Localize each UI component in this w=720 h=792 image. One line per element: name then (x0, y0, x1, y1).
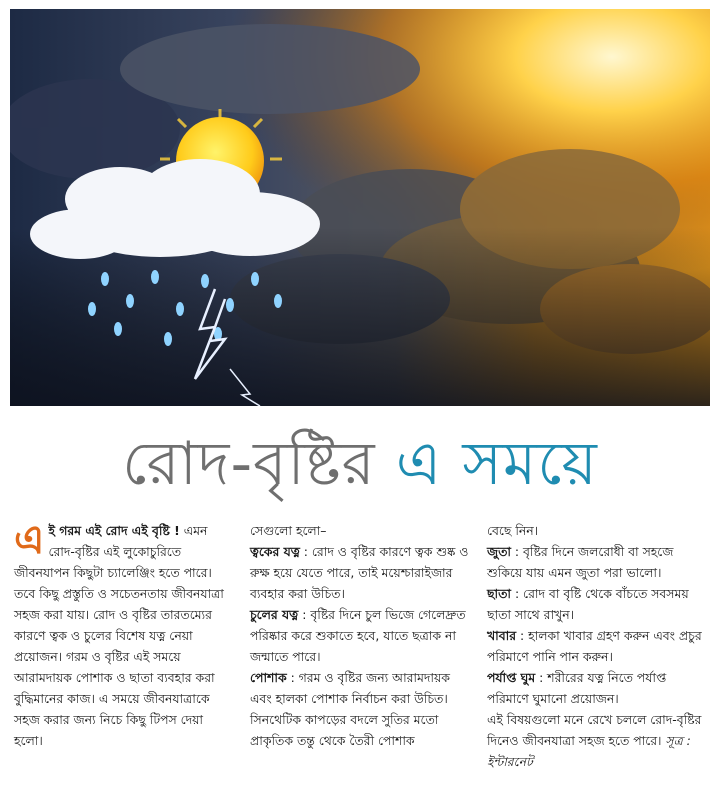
tip-sleep (487, 667, 707, 709)
column-2 (250, 520, 472, 751)
tip-text: : বৃষ্টির দিনে চুল ভিজে গেলেদ্রুত পরিষ্কার করে শুকাতে হবে, যাতে ছত্রাক না জন্মাতে পারে। (250, 607, 466, 664)
tip-text: : রোদ ও বৃষ্টির কারণে ত্বক শুষ্ক ও রুক্ষ হয়ে যেতে পারে, তাই ময়েশ্চারাইজার ব্যবহার করা উচিত। (250, 544, 469, 601)
tip-term: চুলের যত্ন (250, 607, 299, 622)
tip-text: : হালকা খাবার গ্রহণ করুন এবং প্রচুর পরিমাণে পানি পান করুন। (487, 628, 702, 664)
tip-food (487, 625, 707, 667)
tip-shoes (487, 541, 707, 583)
tip-term: খাবার (487, 628, 517, 643)
tip-text: : গরম ও বৃষ্টির জন্য আরামদায়ক এবং হালকা পোশাক নির্বাচন করা উচিত। সিনথেটিক কাপড়ের বদলে সুতির মতো প্রাকৃতিক তন্তু থেকে তৈরী পোশাক (250, 670, 450, 748)
tip-term: পোশাক (250, 670, 287, 685)
intro-body: এমন রোদ-বৃষ্টির এই লুকোচুরিতে জীবনযাপন কিছুটা চ্যালেঞ্জিং হতে পারে। তবে কিছু প্রস্তুতি ও সচেতনতায় জীবনযাত্রা সহজ করা যায়। রোদ ও বৃষ্টির তারতম্যের কারণে ত্বক ও চুলের বিশেষ যত্ন নেয়া প্রয়োজন। গরম ও বৃষ্টির এই সময়ে আরামদায়ক পোশাক ও ছাতা ব্যবহার করা বুদ্ধিমানের কাজ। এ সময়ে জীবনযাত্রাকে সহজ করার জন্য নিচে কিছু টিপস দেয়া হলো। (14, 523, 224, 748)
column-1 (14, 517, 230, 751)
source-credit: সূত্র : ইন্টারনেট (487, 733, 691, 769)
column2-intro: সেগুলো হলো– (250, 523, 327, 538)
tip-text: : রোদ বা বৃষ্টি থেকে বাঁচতে সবসময় ছাতা সাথে রাখুন। (487, 586, 689, 622)
tip-term: ছাতা (487, 586, 511, 601)
headline-part2: এ সময়ে (395, 429, 598, 499)
dropcap: এ (14, 517, 45, 563)
tip-hair (250, 604, 472, 667)
tip-term: ত্বকের যত্ন (250, 544, 300, 559)
tip-clothing (250, 667, 472, 751)
article-body (0, 517, 720, 790)
tip-term: পর্যাপ্ত ঘুম (487, 670, 536, 685)
tip-text: : শরীরের যত্ন নিতে পর্যাপ্ত পরিমাণে ঘুমানো প্রয়োজন। (487, 670, 667, 706)
column-3 (487, 520, 707, 772)
hero-weather-image (10, 9, 710, 406)
column3-continuation: বেছে নিন। (487, 523, 539, 538)
tip-skin (250, 541, 472, 604)
tip-text: : বৃষ্টির দিনে জলরোধী বা সহজে শুকিয়ে যায় এমন জুতা পরা ভালো। (487, 544, 674, 580)
headline-part1: রোদ-বৃষ্টির (122, 429, 376, 499)
intro-lead: ই গরম এই রোদ এই বৃষ্টি ! (48, 523, 180, 538)
tip-umbrella (487, 583, 707, 625)
closing-text: এই বিষয়গুলো মনে রেখে চললে রোদ-বৃষ্টির দিনেও জীবনযাত্রা সহজ হতে পারে। সূত্র : ইন্টারনেট (487, 712, 702, 769)
tip-term: জুতা (487, 544, 511, 559)
headline (0, 416, 720, 512)
